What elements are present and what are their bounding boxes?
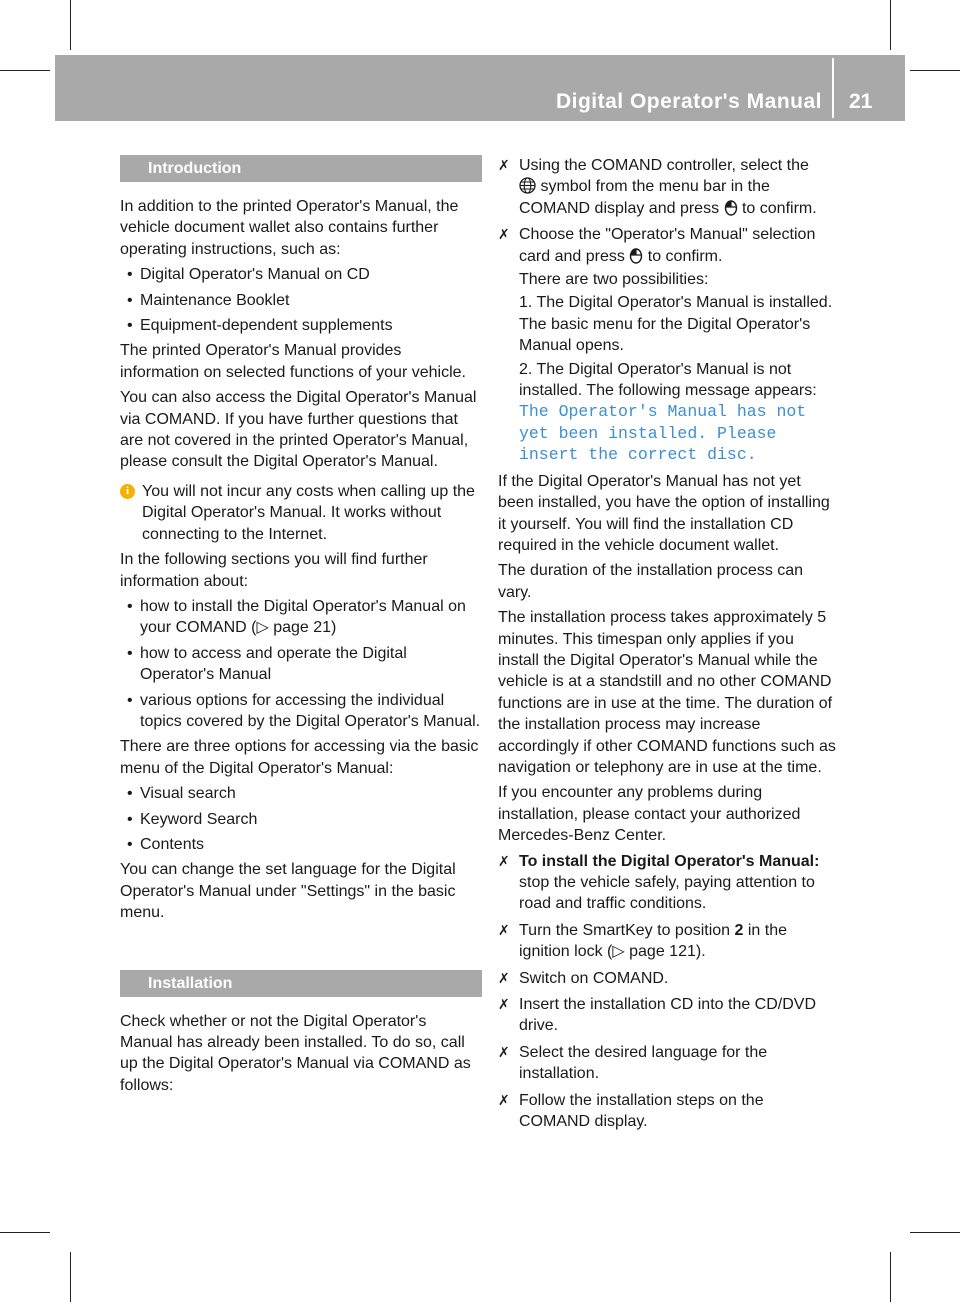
step-text: Choose the "Operator's Manual" selection card and press bbox=[519, 226, 816, 265]
crop-mark bbox=[0, 70, 50, 71]
page-reference-link[interactable]: page 121 bbox=[629, 943, 696, 961]
note-text: You will not incur any costs when calling up the Digital Operator's Manual. It works without connecting to the Internet. bbox=[142, 482, 475, 543]
list-item: • how to access and operate the Digital Operator's Manual bbox=[120, 643, 482, 686]
step-text: ). bbox=[695, 943, 706, 961]
list-item: • Equipment-dependent supplements bbox=[120, 315, 482, 336]
list-item-text: ) bbox=[331, 619, 337, 637]
step-arrow-icon: ✗ bbox=[498, 1091, 510, 1108]
crop-mark bbox=[70, 0, 71, 50]
controller-press-icon bbox=[629, 247, 643, 264]
list-item: • Digital Operator's Manual on CD bbox=[120, 264, 482, 285]
step-arrow-icon: ✗ bbox=[498, 1043, 510, 1060]
list-item: • Keyword Search bbox=[120, 809, 482, 830]
paragraph: You can also access the Digital Operator's Manual via COMAND. If you have further questions that are not covered in the printed Operator's Manual, please consult the Digital Operator's Manual. bbox=[120, 389, 477, 471]
list-item bbox=[120, 596, 482, 639]
paragraph: Check whether or not the Digital Operator's Manual has already been installed. To do so, call up the Digital Operator's Manual via COMAND as follows: bbox=[120, 1012, 471, 1094]
paragraph: You can change the set language for the Digital Operator's Manual under "Settings" in the basic menu. bbox=[120, 861, 456, 922]
step-detail: 2. The Digital Operator's Manual is not installed. The following message appears: bbox=[519, 360, 817, 400]
page-header-title: Digital Operator's Manual bbox=[555, 90, 822, 113]
step-text: Insert the installation CD into the CD/DVD drive. bbox=[519, 996, 817, 1035]
info-note bbox=[120, 481, 482, 545]
paragraph: If the Digital Operator's Manual has not yet been installed, you have the option of installing it yourself. You will find the installation CD required in the vehicle document wallet. bbox=[498, 472, 830, 554]
step-detail: There are two possibilities: bbox=[519, 271, 709, 289]
crop-mark bbox=[70, 1252, 71, 1302]
list-item-text: how to install the Digital Operator's Manual on your COMAND ( bbox=[140, 597, 466, 637]
paragraph: In the following sections you will find further information about: bbox=[120, 551, 428, 590]
crop-mark bbox=[910, 1232, 960, 1233]
step-arrow-icon: ✗ bbox=[498, 969, 510, 986]
step-arrow-icon: ✗ bbox=[498, 921, 510, 938]
paragraph: The duration of the installation process can vary. bbox=[498, 562, 804, 601]
right-column bbox=[498, 155, 838, 1137]
page-ref-arrow-icon: ▷ bbox=[612, 943, 630, 961]
left-column bbox=[120, 155, 482, 1100]
crop-mark bbox=[890, 0, 891, 50]
paragraph: In addition to the printed Operator's Manual, the vehicle document wallet also contains further operating instructions, such as: bbox=[120, 198, 459, 258]
step-text: Follow the installation steps on the COMAND display. bbox=[519, 1091, 764, 1131]
step-text: to confirm. bbox=[741, 199, 817, 217]
step-text: Switch on COMAND. bbox=[519, 969, 669, 987]
step-heading: To install the Digital Operator's Manual: bbox=[519, 852, 820, 870]
instruction-step bbox=[498, 1042, 838, 1085]
list-item: • Maintenance Booklet bbox=[120, 290, 482, 311]
paragraph: The printed Operator's Manual provides information on selected functions of your vehicle. bbox=[120, 342, 466, 381]
step-text: stop the vehicle safely, paying attention to road and traffic conditions. bbox=[519, 874, 815, 913]
page-ref-arrow-icon: ▷ bbox=[256, 619, 274, 637]
instruction-step bbox=[498, 920, 838, 963]
instruction-step bbox=[498, 224, 838, 465]
step-arrow-icon: ✗ bbox=[498, 996, 510, 1013]
instruction-step bbox=[498, 1090, 838, 1133]
step-text: to confirm. bbox=[647, 247, 723, 265]
header-separator bbox=[832, 58, 834, 118]
section-title-installation: Installation bbox=[120, 970, 482, 997]
list-item: • various options for accessing the individual topics covered by the Digital Operator's Manual. bbox=[120, 690, 482, 733]
instruction-step bbox=[498, 968, 838, 989]
key-position: 2 bbox=[734, 921, 744, 939]
step-text: Select the desired language for the installation. bbox=[519, 1043, 768, 1083]
step-arrow-icon: ✗ bbox=[498, 852, 510, 869]
page-reference-link[interactable]: page 21 bbox=[273, 619, 332, 637]
list-item: • Visual search bbox=[120, 783, 482, 804]
globe-icon bbox=[519, 177, 536, 194]
list-item: • Contents bbox=[120, 834, 482, 855]
instruction-step bbox=[498, 994, 838, 1037]
step-text: in the ignition lock ( bbox=[519, 921, 788, 961]
paragraph: There are three options for accessing via the basic menu of the Digital Operator's Manual: bbox=[120, 738, 479, 777]
instruction-step bbox=[498, 851, 838, 915]
page-number: 21 bbox=[849, 90, 873, 113]
display-message: The Operator's Manual has not yet been installed. Please insert the correct disc. bbox=[519, 402, 807, 465]
step-detail: 1. The Digital Operator's Manual is installed. The basic menu for the Digital Operator's Manual opens. bbox=[519, 294, 833, 355]
crop-mark bbox=[0, 1232, 50, 1233]
section-title-introduction: Introduction bbox=[120, 155, 482, 182]
step-arrow-icon: ✗ bbox=[498, 157, 510, 173]
info-icon: i bbox=[120, 484, 135, 499]
paragraph: The installation process takes approximately 5 minutes. This timespan only applies if you install the Digital Operator's Manual while the vehicle is at a standstill and no other COMAND functions are in use at the time. The duration of the installation process may increase accordingly if other COMAND functions such as navigation or telephony are in use at the time. bbox=[498, 609, 836, 776]
paragraph: If you encounter any problems during installation, please contact your authorized Mercedes-Benz Center. bbox=[498, 784, 801, 845]
instruction-step bbox=[498, 155, 838, 219]
step-arrow-icon: ✗ bbox=[498, 226, 510, 243]
step-text: symbol from the menu bar in the COMAND display and press bbox=[519, 178, 770, 217]
controller-press-icon bbox=[724, 199, 738, 216]
crop-mark bbox=[890, 1252, 891, 1302]
crop-mark bbox=[910, 70, 960, 71]
step-text: Using the COMAND controller, select the bbox=[519, 157, 809, 174]
step-text: Turn the SmartKey to position bbox=[519, 921, 731, 939]
